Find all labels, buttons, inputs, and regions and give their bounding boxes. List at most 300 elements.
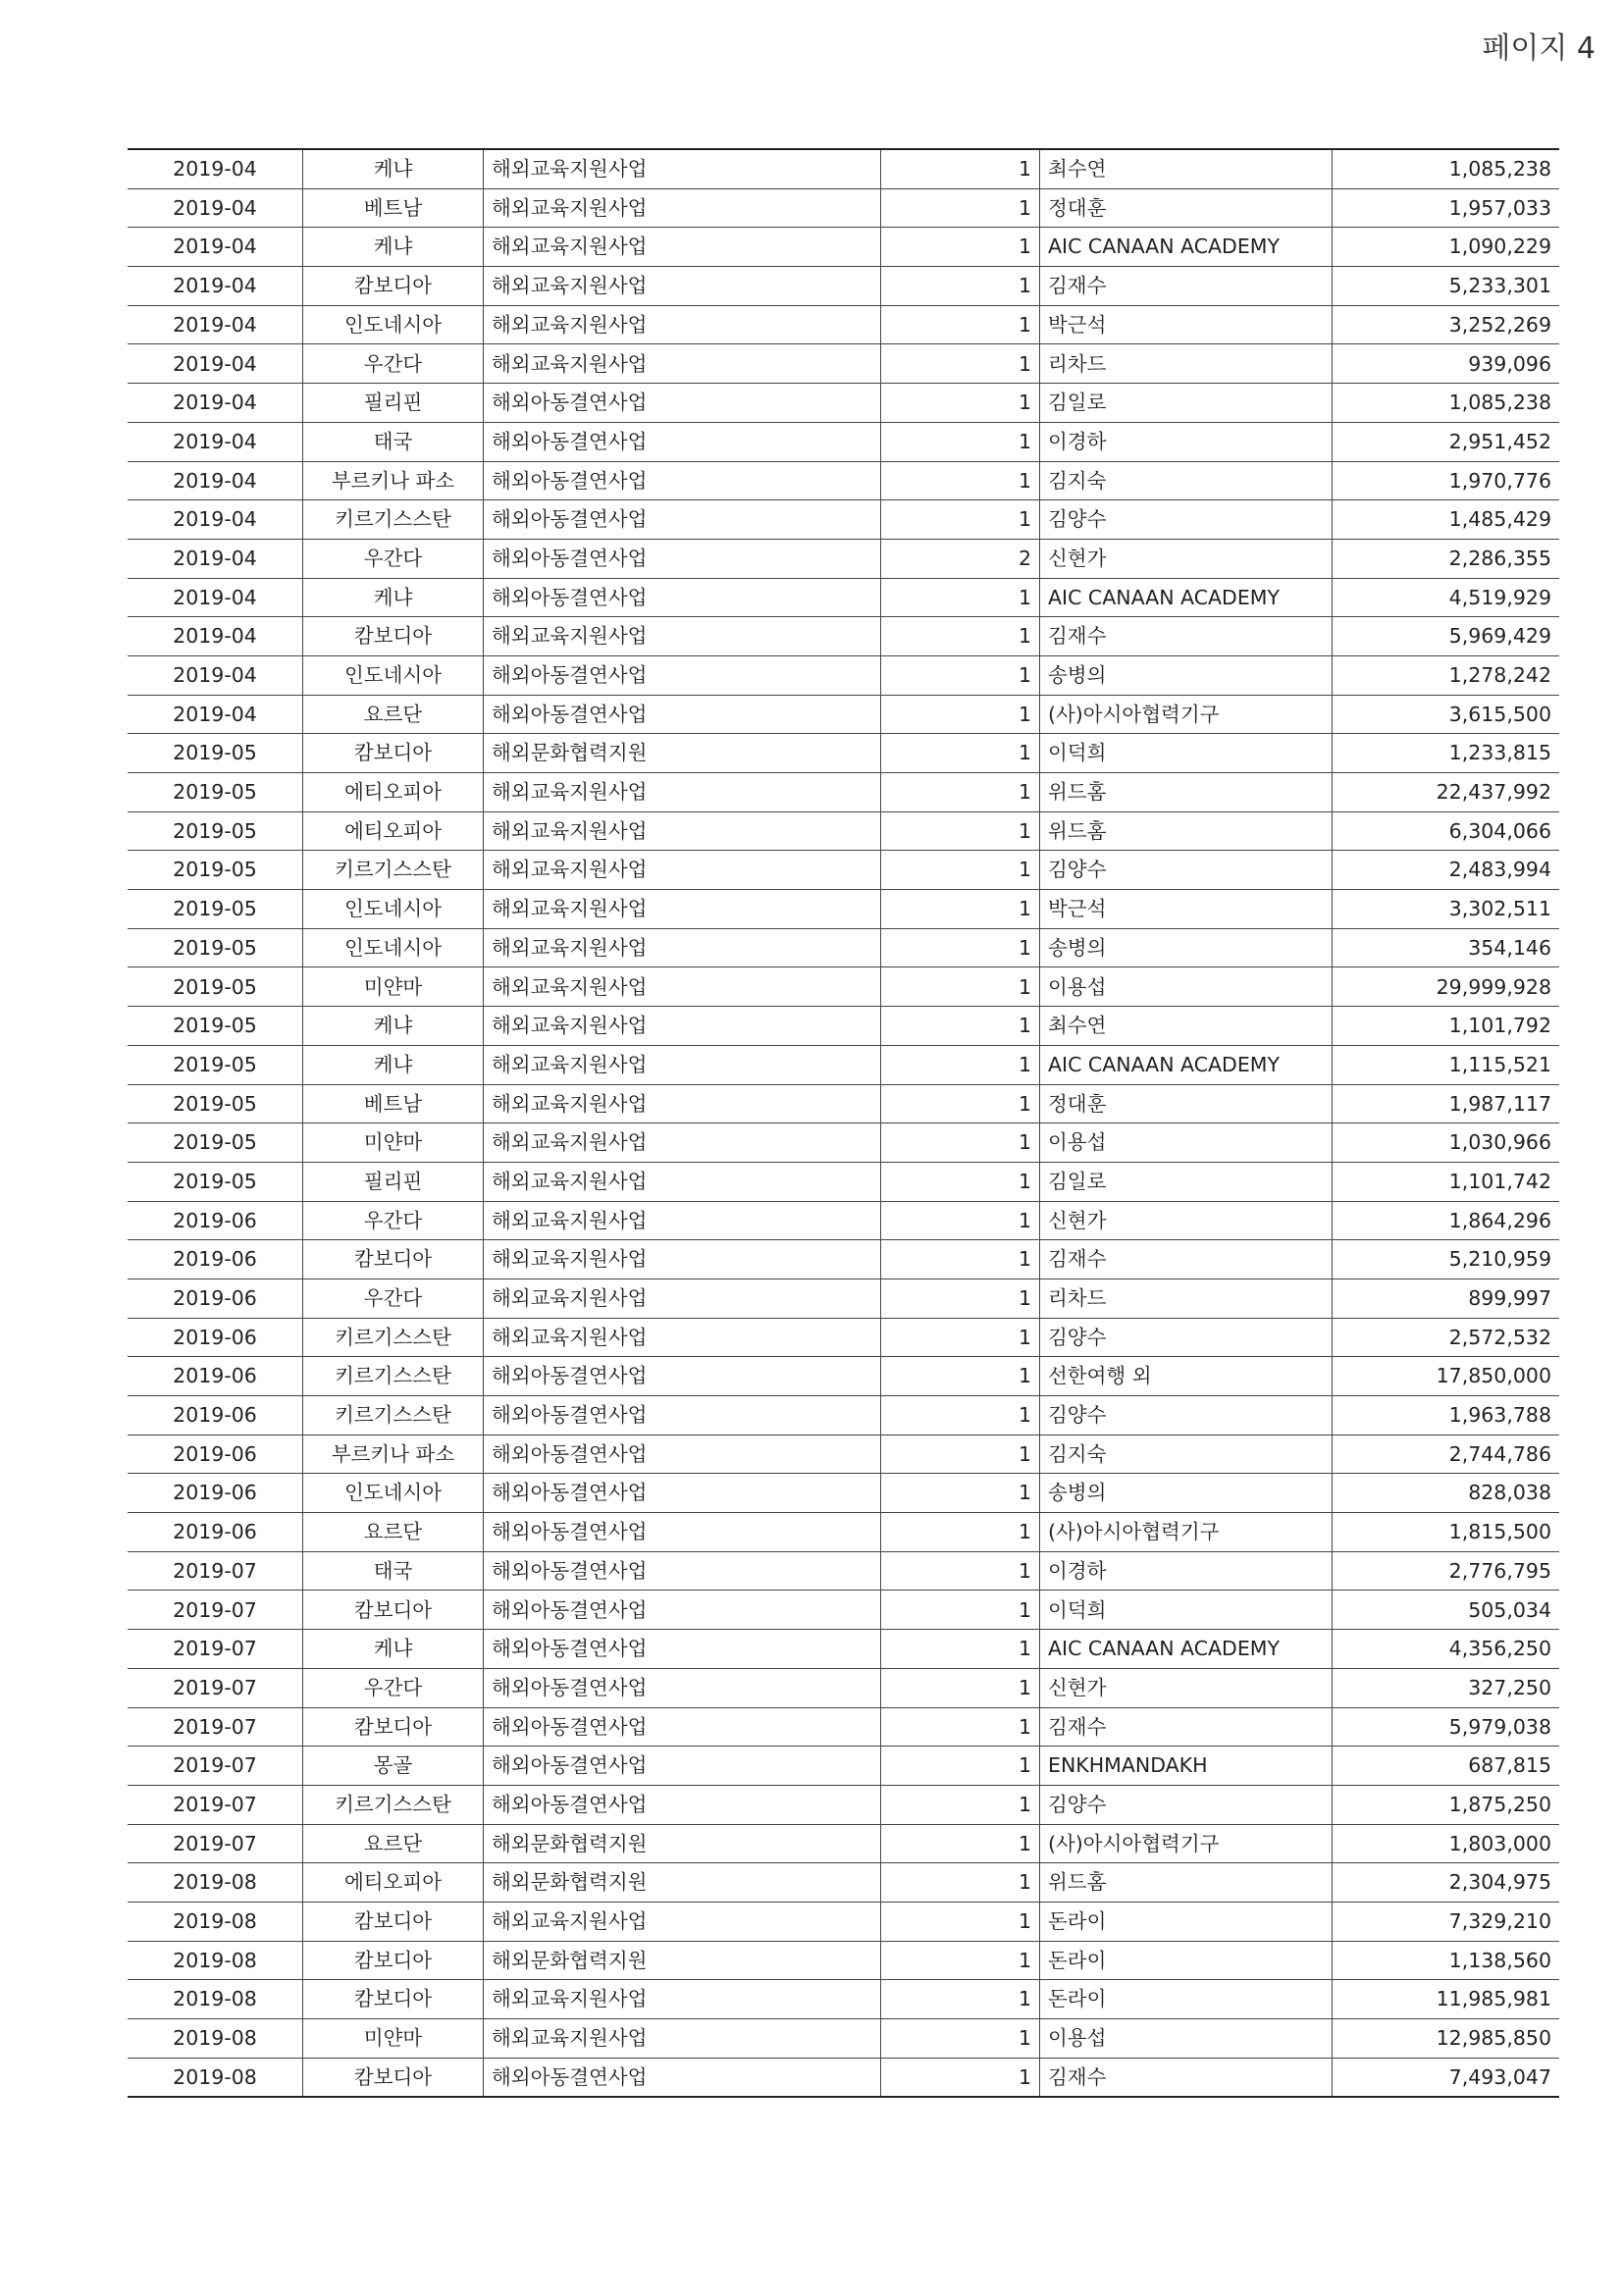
quantity-cell: 1: [881, 1941, 1040, 1980]
quantity-cell: 1: [881, 461, 1040, 500]
date-cell: 2019-04: [128, 695, 303, 734]
country-cell: 에티오피아: [303, 1863, 484, 1903]
country-cell: 캄보디아: [303, 617, 484, 656]
amount-cell: 5,979,038: [1333, 1707, 1560, 1747]
table-row: [128, 422, 1559, 461]
program-cell: 해외아동결연사업: [484, 1513, 881, 1552]
quantity-cell: 1: [881, 1902, 1040, 1941]
country-cell: 키르기스스탄: [303, 851, 484, 890]
date-cell: 2019-04: [128, 655, 303, 695]
quantity-cell: 1: [881, 1707, 1040, 1747]
table-row: [128, 2058, 1559, 2097]
date-cell: 2019-05: [128, 1084, 303, 1123]
table-row: [128, 267, 1559, 306]
recipient-cell: (사)아시아협력기구: [1040, 695, 1333, 734]
recipient-cell: 이경하: [1040, 1551, 1333, 1591]
date-cell: 2019-05: [128, 1123, 303, 1163]
quantity-cell: 1: [881, 2058, 1040, 2097]
recipient-cell: 김양수: [1040, 1318, 1333, 1357]
date-cell: 2019-04: [128, 500, 303, 540]
amount-cell: 1,101,792: [1333, 1007, 1560, 1046]
country-cell: 키르기스스탄: [303, 1357, 484, 1396]
program-cell: 해외아동결연사업: [484, 1785, 881, 1824]
amount-cell: 327,250: [1333, 1668, 1560, 1707]
quantity-cell: 1: [881, 695, 1040, 734]
country-cell: 인도네시아: [303, 890, 484, 929]
recipient-cell: 송병의: [1040, 1474, 1333, 1513]
program-cell: 해외아동결연사업: [484, 1474, 881, 1513]
recipient-cell: 신현가: [1040, 1201, 1333, 1240]
recipient-cell: 최수연: [1040, 1007, 1333, 1046]
date-cell: 2019-07: [128, 1707, 303, 1747]
table-row: [128, 1513, 1559, 1552]
program-cell: 해외교육지원사업: [484, 1201, 881, 1240]
table-row: [128, 578, 1559, 617]
amount-cell: 2,286,355: [1333, 539, 1560, 578]
recipient-cell: 김재수: [1040, 267, 1333, 306]
date-cell: 2019-07: [128, 1668, 303, 1707]
country-cell: 미얀마: [303, 2019, 484, 2059]
amount-cell: 828,038: [1333, 1474, 1560, 1513]
table-row: [128, 228, 1559, 267]
table-row: [128, 188, 1559, 228]
program-cell: 해외교육지원사업: [484, 1162, 881, 1201]
quantity-cell: 1: [881, 384, 1040, 423]
amount-cell: 4,356,250: [1333, 1630, 1560, 1669]
donation-ledger-table: [128, 148, 1559, 2098]
program-cell: 해외아동결연사업: [484, 1551, 881, 1591]
amount-cell: 2,951,452: [1333, 422, 1560, 461]
table-row: [128, 305, 1559, 344]
recipient-cell: 리차드: [1040, 1278, 1333, 1318]
program-cell: 해외문화협력지원: [484, 1941, 881, 1980]
amount-cell: 1,875,250: [1333, 1785, 1560, 1824]
recipient-cell: 신현가: [1040, 1668, 1333, 1707]
recipient-cell: 돈라이: [1040, 1941, 1333, 1980]
program-cell: 해외아동결연사업: [484, 695, 881, 734]
table-row: [128, 1162, 1559, 1201]
recipient-cell: 송병의: [1040, 655, 1333, 695]
country-cell: 요르단: [303, 695, 484, 734]
amount-cell: 7,493,047: [1333, 2058, 1560, 2097]
date-cell: 2019-04: [128, 539, 303, 578]
quantity-cell: 1: [881, 1474, 1040, 1513]
amount-cell: 2,776,795: [1333, 1551, 1560, 1591]
recipient-cell: ENKHMANDAKH: [1040, 1747, 1333, 1786]
table-row: [128, 1201, 1559, 1240]
amount-cell: 1,803,000: [1333, 1824, 1560, 1863]
recipient-cell: 박근석: [1040, 890, 1333, 929]
recipient-cell: 이경하: [1040, 422, 1333, 461]
table-row: [128, 1396, 1559, 1435]
date-cell: 2019-04: [128, 305, 303, 344]
country-cell: 키르기스스탄: [303, 1396, 484, 1435]
country-cell: 캄보디아: [303, 1240, 484, 1279]
quantity-cell: 1: [881, 1551, 1040, 1591]
country-cell: 몽골: [303, 1747, 484, 1786]
table-row: [128, 1318, 1559, 1357]
recipient-cell: 정대훈: [1040, 188, 1333, 228]
date-cell: 2019-05: [128, 967, 303, 1007]
amount-cell: 505,034: [1333, 1591, 1560, 1630]
program-cell: 해외아동결연사업: [484, 422, 881, 461]
date-cell: 2019-04: [128, 617, 303, 656]
program-cell: 해외아동결연사업: [484, 500, 881, 540]
date-cell: 2019-07: [128, 1785, 303, 1824]
country-cell: 베트남: [303, 188, 484, 228]
country-cell: 부르키나 파소: [303, 461, 484, 500]
program-cell: 해외교육지원사업: [484, 851, 881, 890]
amount-cell: 899,997: [1333, 1278, 1560, 1318]
quantity-cell: 1: [881, 1630, 1040, 1669]
amount-cell: 1,970,776: [1333, 461, 1560, 500]
quantity-cell: 1: [881, 1162, 1040, 1201]
country-cell: 캄보디아: [303, 1980, 484, 2019]
table-row: [128, 1941, 1559, 1980]
amount-cell: 1,085,238: [1333, 149, 1560, 188]
country-cell: 케냐: [303, 1007, 484, 1046]
table-row: [128, 1863, 1559, 1903]
quantity-cell: 1: [881, 734, 1040, 773]
country-cell: 캄보디아: [303, 2058, 484, 2097]
date-cell: 2019-06: [128, 1357, 303, 1396]
page-number: 페이지 4: [1482, 31, 1596, 66]
table-row: [128, 1240, 1559, 1279]
date-cell: 2019-06: [128, 1278, 303, 1318]
table-row: [128, 928, 1559, 967]
recipient-cell: 김양수: [1040, 851, 1333, 890]
amount-cell: 2,483,994: [1333, 851, 1560, 890]
recipient-cell: 신현가: [1040, 539, 1333, 578]
country-cell: 케냐: [303, 1045, 484, 1084]
quantity-cell: 1: [881, 811, 1040, 851]
table-row: [128, 695, 1559, 734]
amount-cell: 7,329,210: [1333, 1902, 1560, 1941]
program-cell: 해외문화협력지원: [484, 1863, 881, 1903]
recipient-cell: 김양수: [1040, 500, 1333, 540]
table-row: [128, 461, 1559, 500]
recipient-cell: AIC CANAAN ACADEMY: [1040, 578, 1333, 617]
table-row: [128, 1902, 1559, 1941]
table-row: [128, 1591, 1559, 1630]
quantity-cell: 1: [881, 1513, 1040, 1552]
program-cell: 해외아동결연사업: [484, 655, 881, 695]
date-cell: 2019-08: [128, 2019, 303, 2059]
recipient-cell: (사)아시아협력기구: [1040, 1824, 1333, 1863]
table-row: [128, 1707, 1559, 1747]
quantity-cell: 1: [881, 851, 1040, 890]
table-row: [128, 1630, 1559, 1669]
country-cell: 부르키나 파소: [303, 1435, 484, 1474]
recipient-cell: 이덕희: [1040, 734, 1333, 773]
table-row: [128, 811, 1559, 851]
recipient-cell: 정대훈: [1040, 1084, 1333, 1123]
date-cell: 2019-05: [128, 1045, 303, 1084]
recipient-cell: 최수연: [1040, 149, 1333, 188]
amount-cell: 12,985,850: [1333, 2019, 1560, 2059]
recipient-cell: (사)아시아협력기구: [1040, 1513, 1333, 1552]
quantity-cell: 1: [881, 1435, 1040, 1474]
table-row: [128, 344, 1559, 384]
quantity-cell: 2: [881, 539, 1040, 578]
quantity-cell: 1: [881, 773, 1040, 812]
date-cell: 2019-06: [128, 1396, 303, 1435]
program-cell: 해외아동결연사업: [484, 1435, 881, 1474]
quantity-cell: 1: [881, 1747, 1040, 1786]
amount-cell: 1,030,966: [1333, 1123, 1560, 1163]
amount-cell: 2,744,786: [1333, 1435, 1560, 1474]
amount-cell: 1,963,788: [1333, 1396, 1560, 1435]
country-cell: 키르기스스탄: [303, 500, 484, 540]
program-cell: 해외아동결연사업: [484, 384, 881, 423]
program-cell: 해외교육지원사업: [484, 1318, 881, 1357]
recipient-cell: 박근석: [1040, 305, 1333, 344]
quantity-cell: 1: [881, 1007, 1040, 1046]
program-cell: 해외교육지원사업: [484, 1123, 881, 1163]
country-cell: 우간다: [303, 1201, 484, 1240]
table-row: [128, 1123, 1559, 1163]
amount-cell: 1,987,117: [1333, 1084, 1560, 1123]
amount-cell: 3,615,500: [1333, 695, 1560, 734]
recipient-cell: 김지숙: [1040, 1435, 1333, 1474]
recipient-cell: 김재수: [1040, 1707, 1333, 1747]
recipient-cell: 김재수: [1040, 2058, 1333, 2097]
quantity-cell: 1: [881, 1045, 1040, 1084]
recipient-cell: 김양수: [1040, 1396, 1333, 1435]
table-row: [128, 851, 1559, 890]
program-cell: 해외교육지원사업: [484, 2019, 881, 2059]
table-row: [128, 1785, 1559, 1824]
table-row: [128, 1824, 1559, 1863]
amount-cell: 1,085,238: [1333, 384, 1560, 423]
country-cell: 인도네시아: [303, 1474, 484, 1513]
country-cell: 키르기스스탄: [303, 1785, 484, 1824]
program-cell: 해외교육지원사업: [484, 1240, 881, 1279]
quantity-cell: 1: [881, 149, 1040, 188]
amount-cell: 5,233,301: [1333, 267, 1560, 306]
program-cell: 해외문화협력지원: [484, 1824, 881, 1863]
date-cell: 2019-04: [128, 344, 303, 384]
table-row: [128, 773, 1559, 812]
quantity-cell: 1: [881, 967, 1040, 1007]
table-row: [128, 1551, 1559, 1591]
date-cell: 2019-06: [128, 1513, 303, 1552]
date-cell: 2019-07: [128, 1630, 303, 1669]
date-cell: 2019-08: [128, 2058, 303, 2097]
program-cell: 해외아동결연사업: [484, 1591, 881, 1630]
recipient-cell: 김일로: [1040, 384, 1333, 423]
recipient-cell: 김양수: [1040, 1785, 1333, 1824]
program-cell: 해외문화협력지원: [484, 734, 881, 773]
country-cell: 캄보디아: [303, 1902, 484, 1941]
amount-cell: 1,233,815: [1333, 734, 1560, 773]
quantity-cell: 1: [881, 422, 1040, 461]
country-cell: 인도네시아: [303, 928, 484, 967]
amount-cell: 5,210,959: [1333, 1240, 1560, 1279]
amount-cell: 1,138,560: [1333, 1941, 1560, 1980]
country-cell: 태국: [303, 422, 484, 461]
date-cell: 2019-04: [128, 267, 303, 306]
program-cell: 해외교육지원사업: [484, 344, 881, 384]
program-cell: 해외교육지원사업: [484, 228, 881, 267]
recipient-cell: 이덕희: [1040, 1591, 1333, 1630]
country-cell: 케냐: [303, 228, 484, 267]
country-cell: 요르단: [303, 1513, 484, 1552]
date-cell: 2019-05: [128, 1007, 303, 1046]
quantity-cell: 1: [881, 1591, 1040, 1630]
program-cell: 해외아동결연사업: [484, 2058, 881, 2097]
amount-cell: 1,864,296: [1333, 1201, 1560, 1240]
amount-cell: 4,519,929: [1333, 578, 1560, 617]
recipient-cell: 선한여행 외: [1040, 1357, 1333, 1396]
quantity-cell: 1: [881, 890, 1040, 929]
program-cell: 해외교육지원사업: [484, 1278, 881, 1318]
quantity-cell: 1: [881, 1240, 1040, 1279]
amount-cell: 6,304,066: [1333, 811, 1560, 851]
amount-cell: 17,850,000: [1333, 1357, 1560, 1396]
amount-cell: 1,278,242: [1333, 655, 1560, 695]
country-cell: 캄보디아: [303, 1941, 484, 1980]
recipient-cell: 김지숙: [1040, 461, 1333, 500]
recipient-cell: AIC CANAAN ACADEMY: [1040, 1045, 1333, 1084]
quantity-cell: 1: [881, 344, 1040, 384]
amount-cell: 22,437,992: [1333, 773, 1560, 812]
quantity-cell: 1: [881, 1668, 1040, 1707]
quantity-cell: 1: [881, 1824, 1040, 1863]
program-cell: 해외교육지원사업: [484, 1084, 881, 1123]
table-row: [128, 1278, 1559, 1318]
country-cell: 캄보디아: [303, 1591, 484, 1630]
program-cell: 해외교육지원사업: [484, 773, 881, 812]
date-cell: 2019-05: [128, 773, 303, 812]
date-cell: 2019-07: [128, 1591, 303, 1630]
date-cell: 2019-07: [128, 1824, 303, 1863]
program-cell: 해외교육지원사업: [484, 967, 881, 1007]
recipient-cell: 위드홈: [1040, 811, 1333, 851]
country-cell: 미얀마: [303, 1123, 484, 1163]
date-cell: 2019-08: [128, 1941, 303, 1980]
recipient-cell: 돈라이: [1040, 1902, 1333, 1941]
country-cell: 캄보디아: [303, 734, 484, 773]
recipient-cell: 김일로: [1040, 1162, 1333, 1201]
recipient-cell: 김재수: [1040, 617, 1333, 656]
date-cell: 2019-06: [128, 1318, 303, 1357]
program-cell: 해외교육지원사업: [484, 1045, 881, 1084]
quantity-cell: 1: [881, 1201, 1040, 1240]
amount-cell: 1,957,033: [1333, 188, 1560, 228]
quantity-cell: 1: [881, 305, 1040, 344]
date-cell: 2019-04: [128, 461, 303, 500]
quantity-cell: 1: [881, 1357, 1040, 1396]
date-cell: 2019-08: [128, 1902, 303, 1941]
recipient-cell: 이용섭: [1040, 1123, 1333, 1163]
quantity-cell: 1: [881, 655, 1040, 695]
table-row: [128, 384, 1559, 423]
program-cell: 해외아동결연사업: [484, 1630, 881, 1669]
table-row: [128, 500, 1559, 540]
date-cell: 2019-04: [128, 188, 303, 228]
country-cell: 요르단: [303, 1824, 484, 1863]
date-cell: 2019-08: [128, 1980, 303, 2019]
table-row: [128, 1668, 1559, 1707]
country-cell: 우간다: [303, 344, 484, 384]
quantity-cell: 1: [881, 1785, 1040, 1824]
ledger-body: [128, 149, 1559, 2097]
quantity-cell: 1: [881, 267, 1040, 306]
recipient-cell: 위드홈: [1040, 1863, 1333, 1903]
recipient-cell: 송병의: [1040, 928, 1333, 967]
recipient-cell: AIC CANAAN ACADEMY: [1040, 1630, 1333, 1669]
program-cell: 해외아동결연사업: [484, 461, 881, 500]
table-row: [128, 967, 1559, 1007]
date-cell: 2019-05: [128, 734, 303, 773]
table-row: [128, 1435, 1559, 1474]
country-cell: 인도네시아: [303, 655, 484, 695]
table-row: [128, 1357, 1559, 1396]
country-cell: 미얀마: [303, 967, 484, 1007]
program-cell: 해외교육지원사업: [484, 305, 881, 344]
table-row: [128, 1980, 1559, 2019]
table-row: [128, 1747, 1559, 1786]
date-cell: 2019-06: [128, 1435, 303, 1474]
quantity-cell: 1: [881, 1318, 1040, 1357]
table-row: [128, 2019, 1559, 2059]
amount-cell: 29,999,928: [1333, 967, 1560, 1007]
date-cell: 2019-06: [128, 1240, 303, 1279]
date-cell: 2019-05: [128, 851, 303, 890]
quantity-cell: 1: [881, 928, 1040, 967]
country-cell: 케냐: [303, 149, 484, 188]
date-cell: 2019-05: [128, 928, 303, 967]
country-cell: 우간다: [303, 1668, 484, 1707]
country-cell: 태국: [303, 1551, 484, 1591]
country-cell: 우간다: [303, 539, 484, 578]
table-row: [128, 1474, 1559, 1513]
program-cell: 해외교육지원사업: [484, 1902, 881, 1941]
amount-cell: 1,485,429: [1333, 500, 1560, 540]
amount-cell: 2,304,975: [1333, 1863, 1560, 1903]
amount-cell: 11,985,981: [1333, 1980, 1560, 2019]
quantity-cell: 1: [881, 1123, 1040, 1163]
program-cell: 해외교육지원사업: [484, 928, 881, 967]
recipient-cell: 리차드: [1040, 344, 1333, 384]
recipient-cell: 돈라이: [1040, 1980, 1333, 2019]
date-cell: 2019-05: [128, 890, 303, 929]
date-cell: 2019-07: [128, 1551, 303, 1591]
quantity-cell: 1: [881, 578, 1040, 617]
recipient-cell: 이용섭: [1040, 967, 1333, 1007]
table-row: [128, 539, 1559, 578]
quantity-cell: 1: [881, 1396, 1040, 1435]
quantity-cell: 1: [881, 188, 1040, 228]
country-cell: 인도네시아: [303, 305, 484, 344]
table-row: [128, 149, 1559, 188]
program-cell: 해외교육지원사업: [484, 811, 881, 851]
program-cell: 해외아동결연사업: [484, 578, 881, 617]
table-row: [128, 734, 1559, 773]
table-row: [128, 1084, 1559, 1123]
amount-cell: 3,252,269: [1333, 305, 1560, 344]
amount-cell: 1,101,742: [1333, 1162, 1560, 1201]
amount-cell: 1,815,500: [1333, 1513, 1560, 1552]
date-cell: 2019-04: [128, 422, 303, 461]
country-cell: 우간다: [303, 1278, 484, 1318]
program-cell: 해외교육지원사업: [484, 188, 881, 228]
country-cell: 에티오피아: [303, 773, 484, 812]
program-cell: 해외교육지원사업: [484, 617, 881, 656]
date-cell: 2019-05: [128, 1162, 303, 1201]
quantity-cell: 1: [881, 1980, 1040, 2019]
